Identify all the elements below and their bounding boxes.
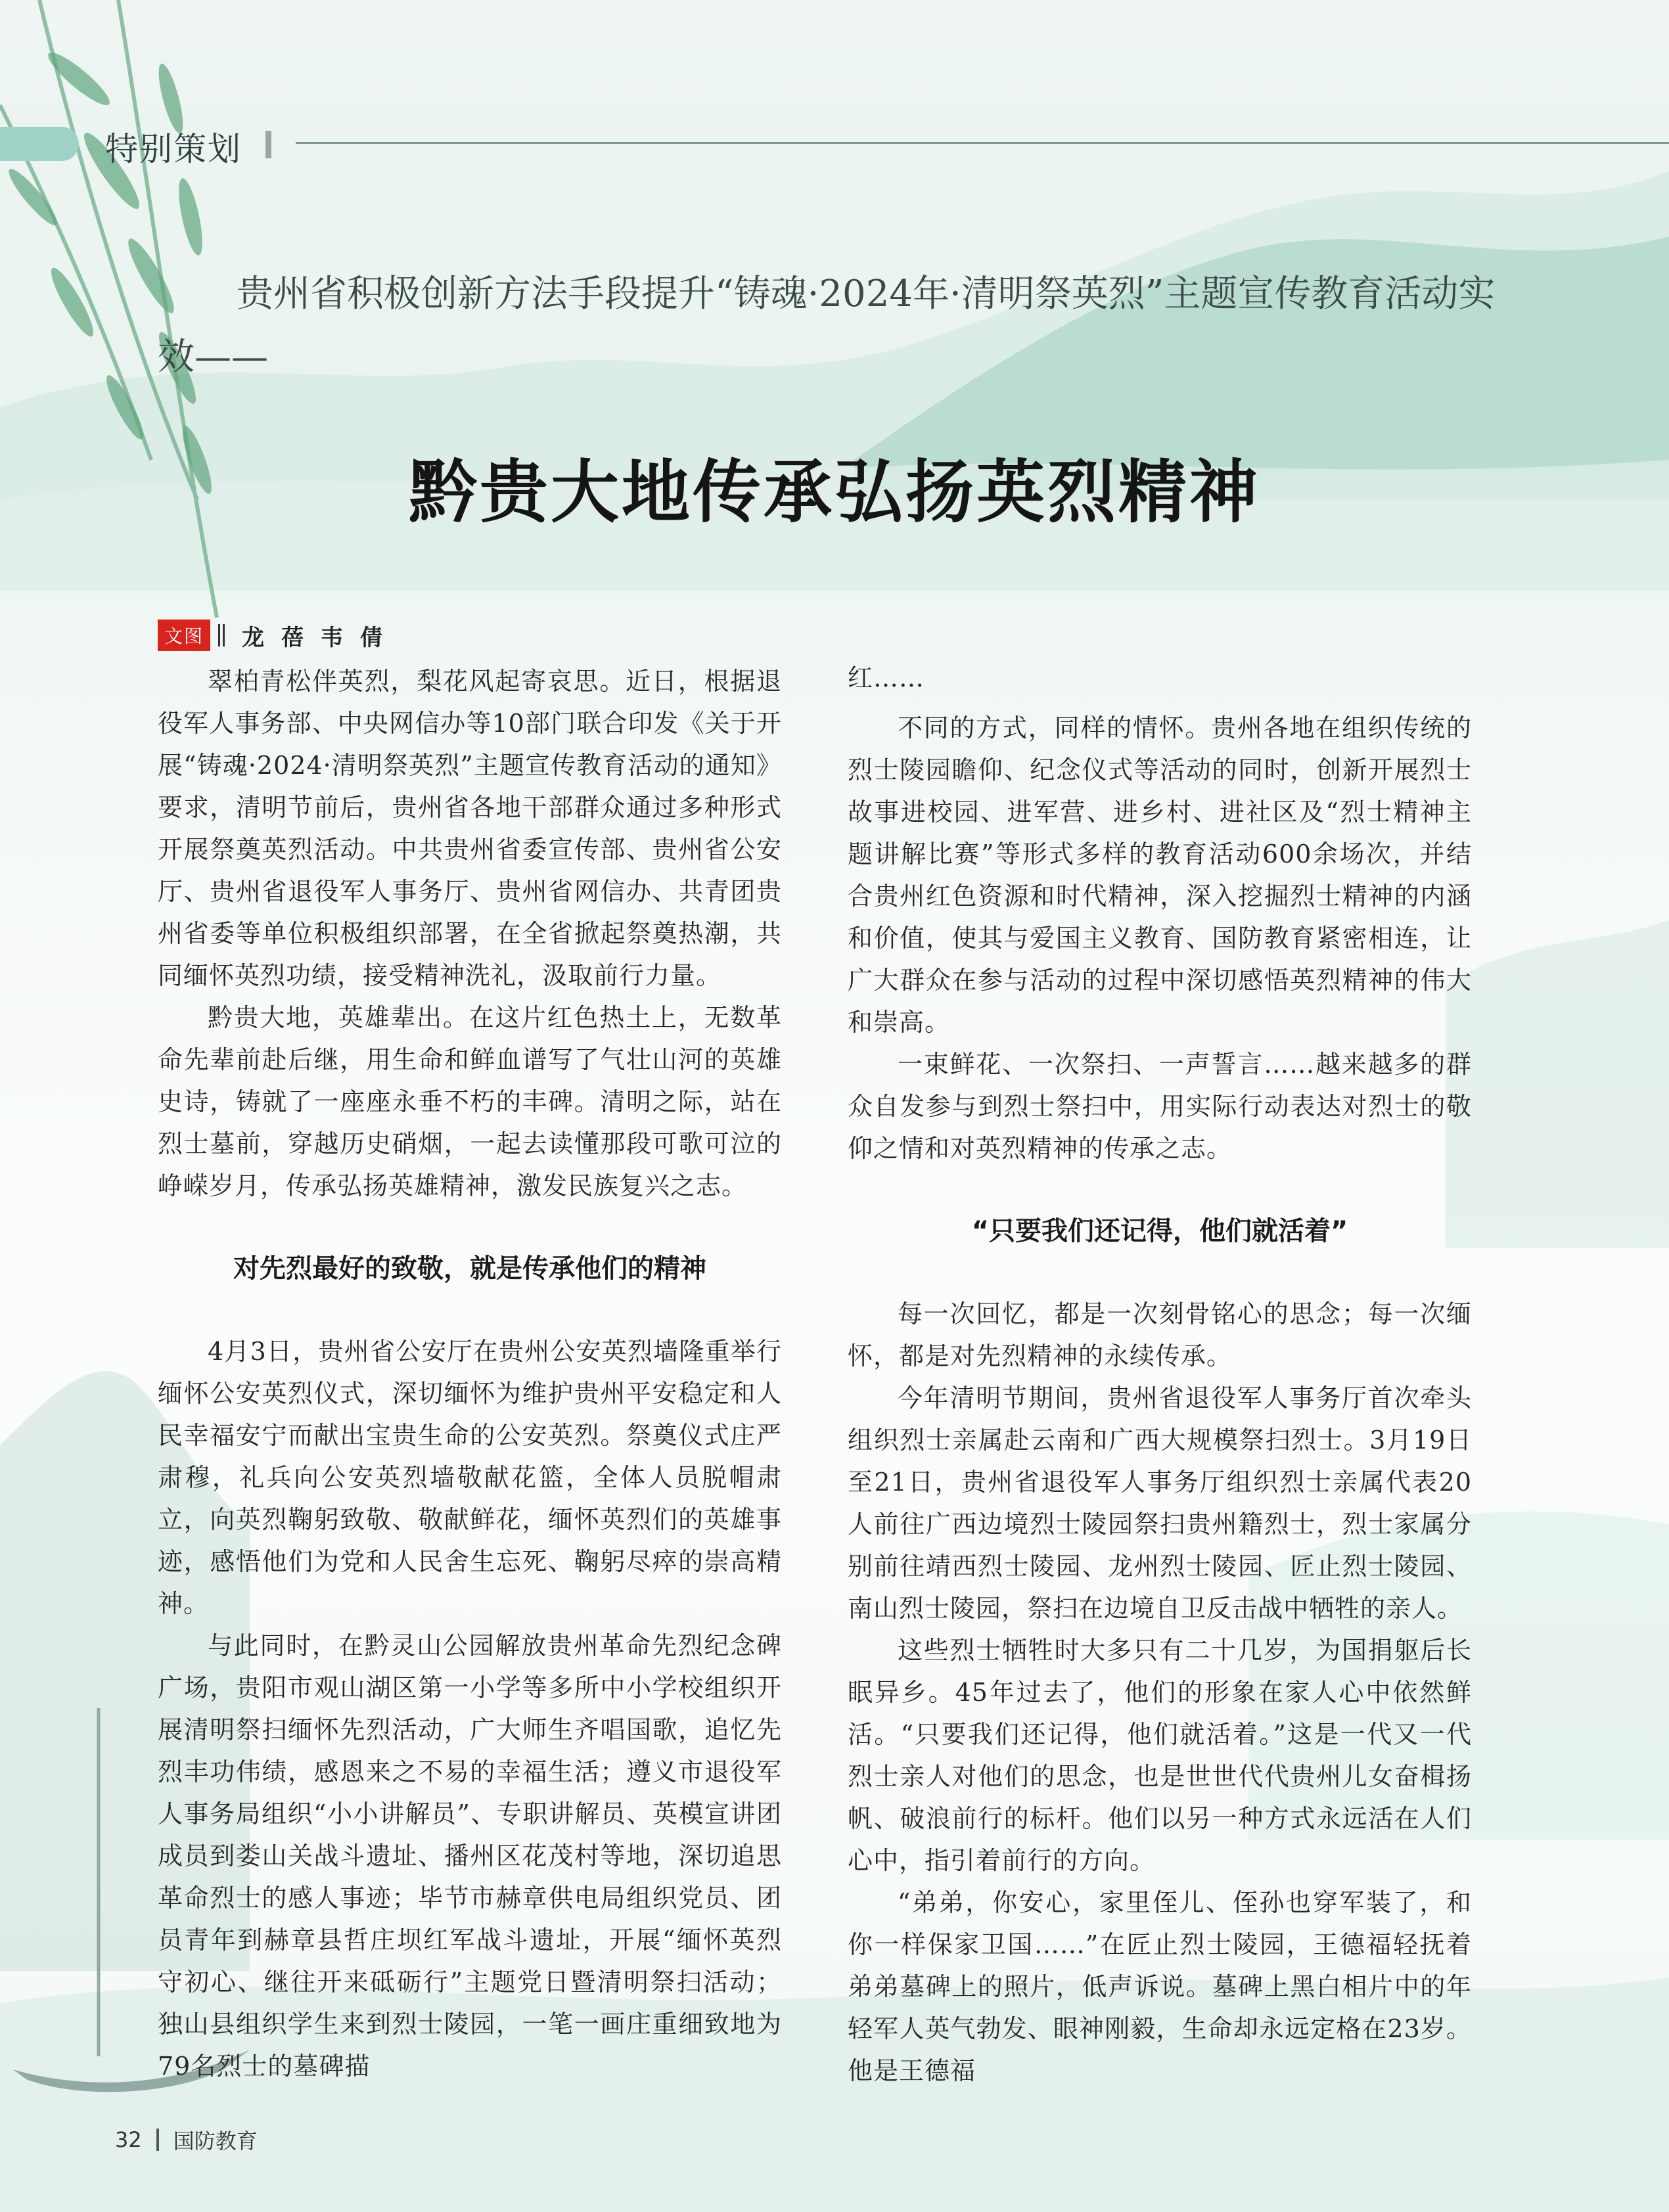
byline-tag: 文图 [158,620,210,651]
paragraph: 与此同时，在黔灵山公园解放贵州革命先烈纪念碑广场，贵阳市观山湖区第一小学等多所中小学校组织开展清明祭扫缅怀先烈活动，广大师生齐唱国歌，追忆先烈丰功伟绩，感恩来之不易的幸福生活；遵义市退役军人事务局组织“小小讲解员”、专职讲解员、英模宣讲团成员到娄山关战斗遗址、播州区花茂村等地，深切追思革命烈士的感人事迹；毕节市赫章供电局组织党员、团员青年到赫章县哲庄坝红军战斗遗址，开展“缅怀英烈守初心、继往开来砥砺行”主题党日暨清明祭扫活动；独山县组织学生来到烈士陵园，一笔一画庄重细致地为79名烈士的墓碑描 [158,1631,782,2081]
paragraph: 今年清明节期间，贵州省退役军人事务厅首次牵头组织烈士亲属赴云南和广西大规模祭扫烈士。3月19日至21日，贵州省退役军人事务厅组织烈士亲属代表20人前往广西边境烈士陵园祭扫贵州籍烈士，烈士家属分别前往靖西烈士陵园、龙州烈士陵园、匠止烈士陵园、南山烈士陵园，祭扫在边境自卫反击战中牺牲的亲人。 [848,1384,1472,1623]
page-footer [115,2125,258,2154]
section-marker [0,127,79,161]
left-column [158,660,782,2087]
magazine-name: 国防教育 [173,2129,258,2154]
page-number: 32 [115,2127,142,2152]
paragraph: 一束鲜花、一次祭扫、一声誓言……越来越多的群众自发参与到烈士祭扫中，用实际行动表达对烈士的敬仰之情和对英烈精神的传承之志。 [848,1050,1472,1163]
article-title: 黔贵大地传承弘扬英烈精神 [408,452,1260,532]
section-divider-bar [265,131,271,158]
section-heading: 对先烈最好的致敬，就是传承他们的精神 [233,1253,706,1284]
right-column [848,657,1472,2092]
paragraph: 红…… [848,664,925,692]
paragraph: “弟弟，你安心，家里侄儿、侄孙也穿军装了，和你一样保家卫国……”在匠止烈士陵园，王德福轻抚着弟弟墓碑上的照片，低声诉说。墓碑上黑白相片中的年轻军人英气勃发、眼神刚毅，生命却永远定格在23岁。他是王德福 [848,1888,1472,2085]
paragraph: 黔贵大地，英雄辈出。在这片红色热土上，无数革命先辈前赴后继，用生命和鲜血谱写了气壮山河的英雄史诗，铸就了一座座永垂不朽的丰碑。清明之际，站在烈士墓前，穿越历史硝烟，一起去读懂那段可歌可泣的峥嵘岁月，传承弘扬英雄精神，激发民族复兴之志。 [158,1003,782,1200]
paragraph: 这些烈士牺牲时大多只有二十几岁，为国捐躯后长眠异乡。45年过去了，他们的形象在家人心中依然鲜活。“只要我们还记得，他们就活着。”这是一代又一代烈士亲人对他们的思念，也是世世代代贵州儿女奋楫扬帆、破浪前行的标杆。他们以另一种方式永远活在人们心中，指引着前行的方向。 [848,1636,1472,1875]
paragraph: 不同的方式，同样的情怀。贵州各地在组织传统的烈士陵园瞻仰、纪念仪式等活动的同时，创新开展烈士故事进校园、进军营、进乡村、进社区及“烈士精神主题讲解比赛”等形式多样的教育活动600余场次，并结合贵州红色资源和时代精神，深入挖掘烈士精神的内涵和价值，使其与爱国主义教育、国防教育紧密相连，让广大群众在参与活动的过程中深切感悟英烈精神的伟大和崇高。 [848,713,1472,1037]
paragraph: 每一次回忆，都是一次刻骨铭心的思念；每一次缅怀，都是对先烈精神的永续传承。 [848,1299,1472,1370]
byline-separator [218,624,225,646]
header-rule [296,142,1669,144]
footer-divider [156,2129,159,2151]
paragraph: 翠柏青松伴英烈，梨花风起寄哀思。近日，根据退役军人事务部、中央网信办等10部门联合印发《关于开展“铸魂·2024·清明祭英烈”主题宣传教育活动的通知》要求，清明节前后，贵州省各地干部群众通过多种形式开展祭奠英烈活动。中共贵州省委宣传部、贵州省公安厅、贵州省退役军人事务厅、贵州省网信办、共青团贵州省委等单位积极组织部署，在全省掀起祭奠热潮，共同缅怀英烈功绩，接受精神洗礼，汲取前行力量。 [158,667,782,990]
article-subtitle: 贵州省积极创新方法手段提升“铸魂·2024年·清明祭英烈”主题宣传教育活动实效—— [158,273,1496,378]
section-heading: “只要我们还记得，他们就活着” [971,1216,1348,1246]
byline-authors: 龙蓓韦倩 [242,624,400,651]
byline [158,621,400,650]
section-title: 特别策划 [105,130,242,168]
paragraph: 4月3日，贵州省公安厅在贵州公安英烈墙隆重举行缅怀公安英烈仪式，深切缅怀为维护贵州平安稳定和人民幸福安宁而献出宝贵生命的公安英烈。祭奠仪式庄严肃穆，礼兵向公安英烈墙敬献花篮，全体人员脱帽肃立，向英烈鞠躬致敬、敬献鲜花，缅怀英烈们的英雄事迹，感悟他们为党和人民舍生忘死、鞠躬尽瘁的崇高精神。 [158,1337,782,1618]
